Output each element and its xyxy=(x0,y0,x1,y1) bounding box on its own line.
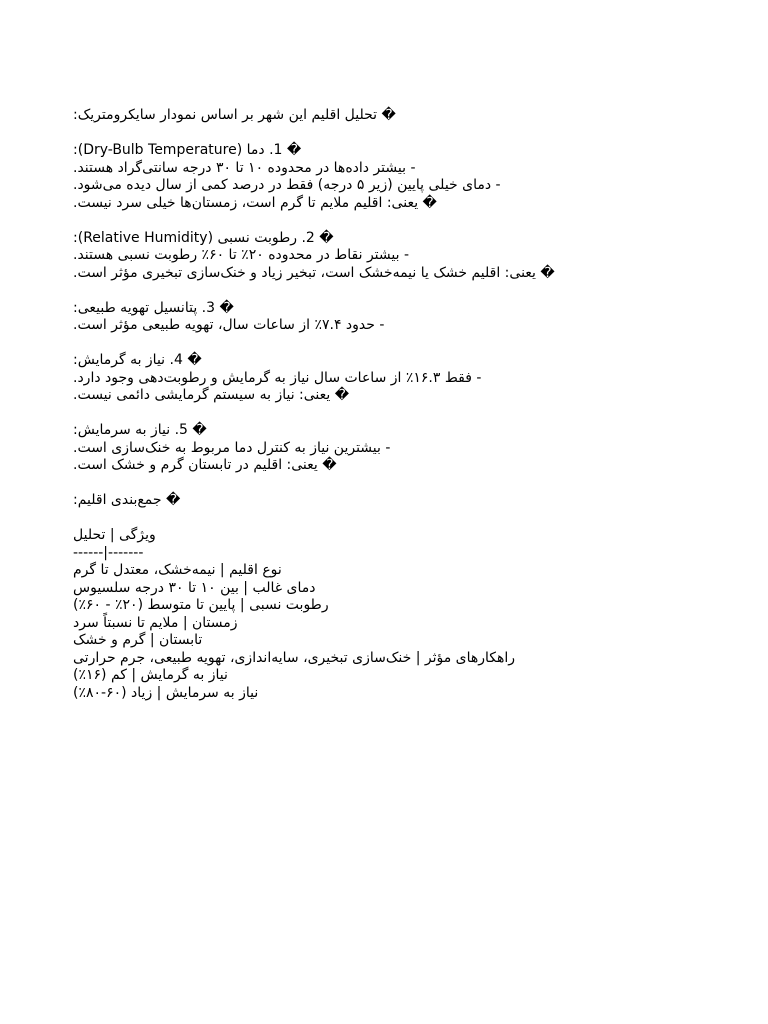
summary-table-row: نوع اقلیم | نیمه‌خشک، معتدل تا گرم xyxy=(73,562,282,578)
heading-climate-analysis: � تحلیل اقلیم این شهر بر اساس نمودار سایکرومتریک: xyxy=(73,107,396,123)
humidity-point-1: - بیشتر نقاط در محدوده ۲۰٪ تا ۶۰٪ رطوبت نسبی هستند. xyxy=(73,247,410,263)
summary-table-header: ویژگی | تحلیل xyxy=(73,527,156,543)
ventilation-point-1: - حدود ۷.۴٪ از ساعات سال، تهویه طبیعی مؤثر است. xyxy=(73,317,385,333)
summary-table-row: راهکارهای مؤثر | خنک‌سازی تبخیری، سایه‌اندازی، تهویه طبیعی، جرم حرارتی xyxy=(73,649,516,666)
summary-table-row: نیاز به گرمایش | کم (۱۶٪) xyxy=(73,667,228,683)
summary-table-row: نیاز به سرمایش | زیاد (۶۰-۸۰٪) xyxy=(73,684,259,701)
section-heading-ventilation: � 3. پتانسیل تهویه طبیعی: xyxy=(73,299,234,316)
blank-line xyxy=(73,282,763,300)
heating-conclusion: � یعنی: نیاز به سیستم گرمایشی دائمی نیست. xyxy=(73,387,350,403)
cooling-conclusion: � یعنی: اقلیم در تابستان گرم و خشک است. xyxy=(73,457,337,473)
summary-table-row: زمستان | ملایم تا نسبتاً سرد xyxy=(73,614,238,631)
heating-point-1: - فقط ۱۶.۳٪ از ساعات سال نیاز به گرمایش و رطوبت‌دهی وجود دارد. xyxy=(73,369,482,386)
summary-table-row: تابستان | گرم و خشک xyxy=(73,632,203,648)
section-heading-humidity: � 2. رطوبت نسبی (Relative Humidity): xyxy=(73,229,334,246)
blank-line xyxy=(73,212,763,230)
summary-table-row: دمای غالب | بین ۱۰ تا ۳۰ درجه سلسیوس xyxy=(73,579,316,596)
cooling-point-1: - بیشترین نیاز به کنترل دما مربوط به خنک‌سازی است. xyxy=(73,439,391,456)
section-heading-summary: � جمع‌بندی اقلیم: xyxy=(73,492,181,508)
humidity-conclusion: � یعنی: اقلیم خشک یا نیمه‌خشک است، تبخیر زیاد و خنک‌سازی تبخیری مؤثر است. xyxy=(73,264,555,281)
temperature-point-1: - بیشتر داده‌ها در محدوده ۱۰ تا ۳۰ درجه سانتی‌گراد هستند. xyxy=(73,159,416,176)
summary-table-separator: ------|------- xyxy=(73,544,144,561)
blank-line xyxy=(73,125,763,143)
document-body xyxy=(73,107,763,702)
blank-line xyxy=(73,335,763,353)
blank-line xyxy=(73,405,763,423)
temperature-conclusion: � یعنی: اقلیم ملایم تا گرم است، زمستان‌ها خیلی سرد نیست. xyxy=(73,194,437,211)
temperature-point-2: - دمای خیلی پایین (زیر ۵ درجه) فقط در درصد کمی از سال دیده می‌شود. xyxy=(73,177,501,193)
section-heading-heating: � 4. نیاز به گرمایش: xyxy=(73,352,202,368)
blank-line xyxy=(73,475,763,493)
blank-line xyxy=(73,510,763,528)
summary-table-row: رطوبت نسبی | پایین تا متوسط (۲۰٪ - ۶۰٪) xyxy=(73,597,329,613)
section-heading-temperature: � 1. دما (Dry-Bulb Temperature): xyxy=(73,142,302,158)
section-heading-cooling: � 5. نیاز به سرمایش: xyxy=(73,422,207,438)
